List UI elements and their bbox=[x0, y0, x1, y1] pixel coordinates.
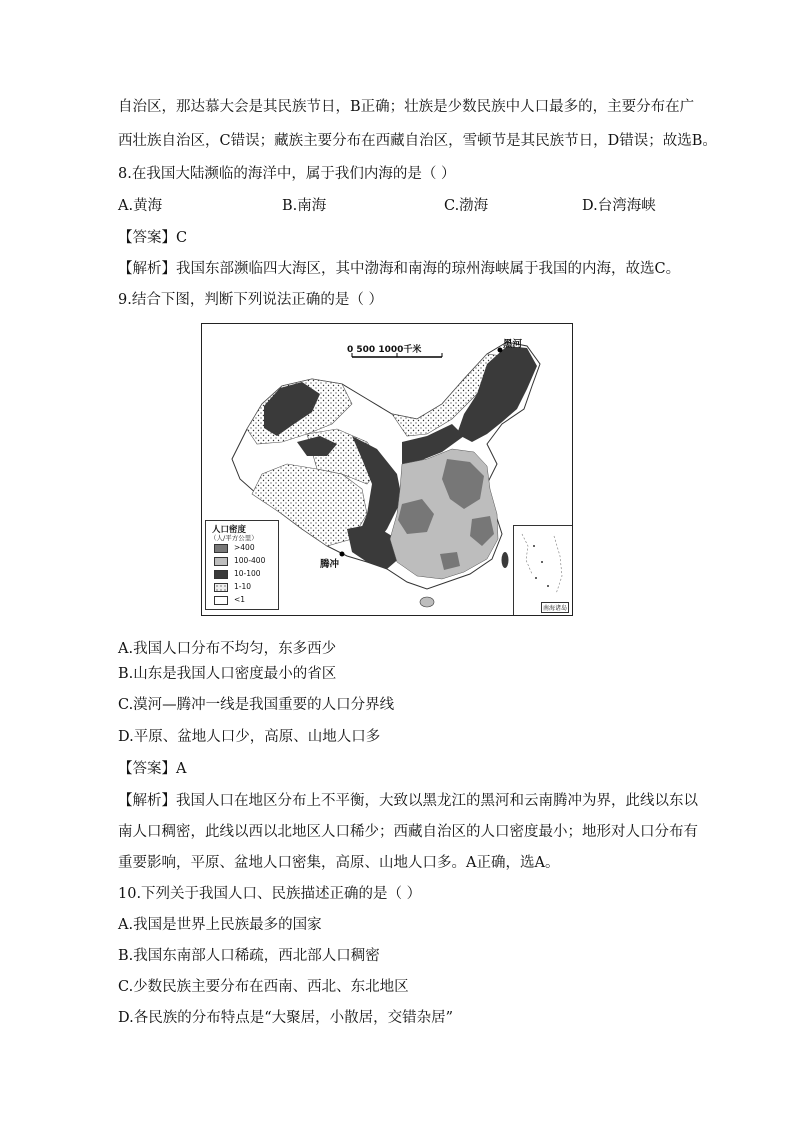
question-9-answer: 【答案】A bbox=[118, 761, 187, 777]
map-scale-label: 0 500 1000千米 bbox=[347, 345, 422, 355]
map-legend bbox=[205, 520, 279, 610]
taiwan-island bbox=[502, 552, 509, 568]
south-china-sea-inset bbox=[513, 525, 572, 615]
legend-label: 100-400 bbox=[234, 556, 266, 565]
q10-option-b[interactable]: B.我国东南部人口稀疏，西北部人口稠密 bbox=[118, 948, 380, 964]
hainan-island bbox=[420, 597, 434, 607]
q8-option-d[interactable]: D.台湾海峡 bbox=[582, 198, 656, 214]
city-label-heihe: 黑河 bbox=[503, 339, 523, 350]
legend-swatch bbox=[214, 557, 228, 566]
analysis-continued-line-1: 自治区，那达慕大会是其民族节日，B正确；壮族是少数民族中人口最多的，主要分布在广 bbox=[118, 99, 695, 115]
tengchong-dot bbox=[340, 552, 345, 557]
q10-option-c[interactable]: C.少数民族主要分布在西南、西北、东北地区 bbox=[118, 979, 409, 995]
question-8-stem: 8.在我国大陆濒临的海洋中，属于我们内海的是（ ） bbox=[118, 166, 456, 182]
q8-option-b[interactable]: B.南海 bbox=[282, 198, 327, 214]
legend-swatch bbox=[214, 570, 228, 579]
q10-option-d[interactable]: D.各民族的分布特点是“大聚居，小散居，交错杂居” bbox=[118, 1010, 454, 1026]
question-9-stem: 9.结合下图，判断下列说法正确的是（ ） bbox=[118, 292, 383, 308]
question-8-answer: 【答案】C bbox=[118, 230, 188, 246]
q9-option-b[interactable]: B.山东是我国人口密度最小的省区 bbox=[118, 666, 337, 682]
legend-title: 人口密度 bbox=[212, 525, 247, 535]
legend-label: >400 bbox=[234, 543, 255, 552]
legend-label: 10-100 bbox=[234, 569, 261, 578]
legend-swatch bbox=[214, 583, 228, 592]
legend-unit: （人/平方公里） bbox=[210, 534, 258, 542]
q8-option-a[interactable]: A.黄海 bbox=[118, 198, 163, 214]
legend-swatch bbox=[214, 596, 228, 605]
q8-option-c[interactable]: C.渤海 bbox=[444, 198, 489, 214]
population-density-map bbox=[201, 323, 573, 616]
question-9-analysis-3: 重要影响，平原、盆地人口密集，高原、山地人口多。A正确，选A。 bbox=[118, 855, 560, 871]
question-9-analysis-1: 【解析】我国人口在地区分布上不平衡，大致以黑龙江的黑河和云南腾冲为界，此线以东以 bbox=[118, 793, 698, 809]
inset-label: 南海诸岛 bbox=[541, 602, 569, 613]
analysis-continued-line-2: 西壮族自治区，C错误；藏族主要分布在西藏自治区，雪顿节是其民族节日，D错误；故选B。 bbox=[118, 133, 717, 149]
legend-swatch bbox=[214, 544, 228, 553]
heihe-dot bbox=[498, 348, 503, 353]
q9-option-d[interactable]: D.平原、盆地人口少，高原、山地人口多 bbox=[118, 729, 381, 745]
legend-label: <1 bbox=[234, 595, 246, 604]
question-8-options bbox=[118, 196, 678, 216]
city-label-tengchong: 腾冲 bbox=[320, 559, 340, 570]
question-8-analysis: 【解析】我国东部濒临四大海区，其中渤海和南海的琼州海峡属于我国的内海，故选C。 bbox=[118, 261, 681, 277]
question-10-stem: 10.下列关于我国人口、民族描述正确的是（ ） bbox=[118, 886, 422, 902]
q10-option-a[interactable]: A.我国是世界上民族最多的国家 bbox=[118, 917, 322, 933]
question-9-analysis-2: 南人口稠密，此线以西以北地区人口稀少；西藏自治区的人口密度最小；地形对人口分布有 bbox=[118, 824, 698, 840]
legend-label: 1-10 bbox=[234, 582, 252, 591]
q9-option-a[interactable]: A.我国人口分布不均匀，东多西少 bbox=[118, 641, 337, 657]
q9-option-c[interactable]: C.漠河—腾冲一线是我国重要的人口分界线 bbox=[118, 697, 395, 713]
